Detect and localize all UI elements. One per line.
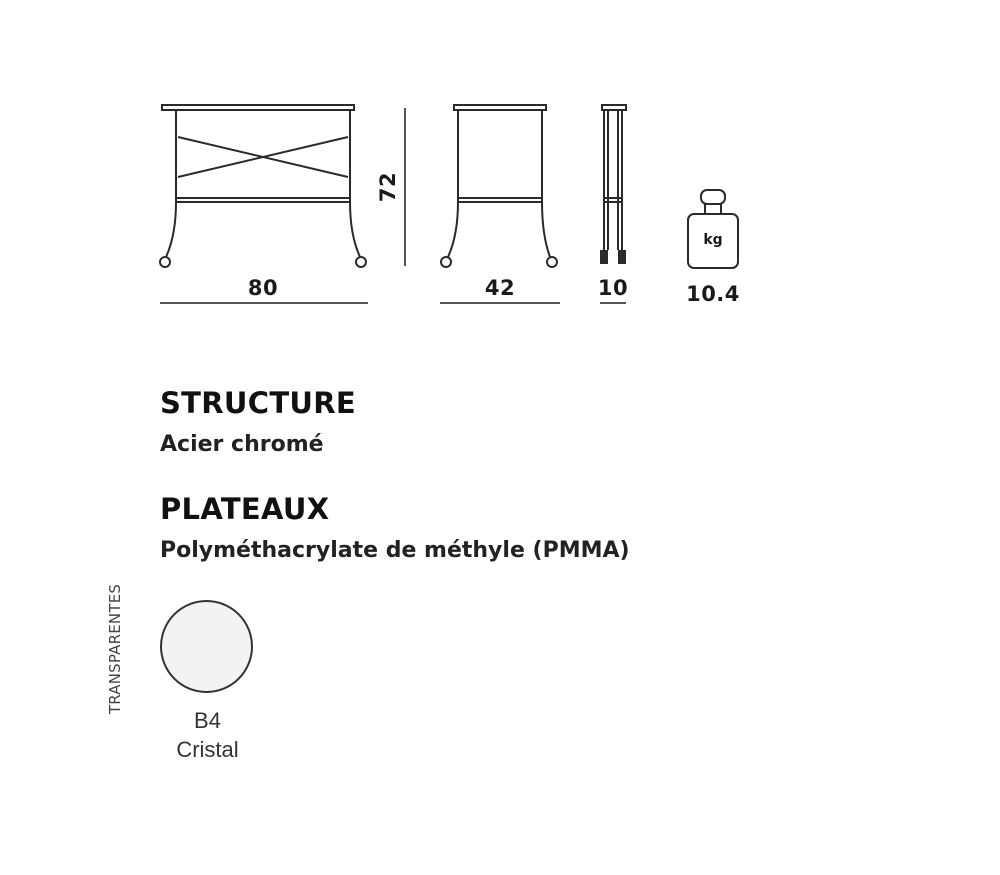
- depth-label: 42: [484, 276, 516, 300]
- front-view-drawing: [150, 95, 370, 275]
- structure-heading: STRUCTURE: [160, 386, 357, 420]
- finish-swatch-cristal[interactable]: [160, 600, 253, 693]
- plateaux-heading: PLATEAUX: [160, 492, 330, 526]
- width-dimension-line: [160, 302, 368, 304]
- thickness-label: 10: [597, 276, 629, 300]
- finish-name: Cristal: [176, 737, 239, 762]
- weight-bottle-icon: [686, 188, 740, 270]
- thickness-dimension-line: [600, 302, 626, 304]
- plateaux-material: Polyméthacrylate de méthyle (PMMA): [160, 538, 630, 563]
- edge-view-drawing: [595, 100, 635, 275]
- depth-dimension-line: [440, 302, 560, 304]
- side-view-drawing: [430, 95, 570, 275]
- weight-unit-label: kg: [703, 232, 723, 248]
- height-dimension-line: [404, 108, 406, 266]
- weight-label: 10.4: [686, 282, 740, 306]
- height-label: 72: [376, 171, 400, 203]
- finish-group-label: TRANSPARENTES: [106, 583, 124, 715]
- finish-code: B4: [194, 708, 221, 733]
- structure-material: Acier chromé: [160, 432, 324, 457]
- width-label: 80: [247, 276, 279, 300]
